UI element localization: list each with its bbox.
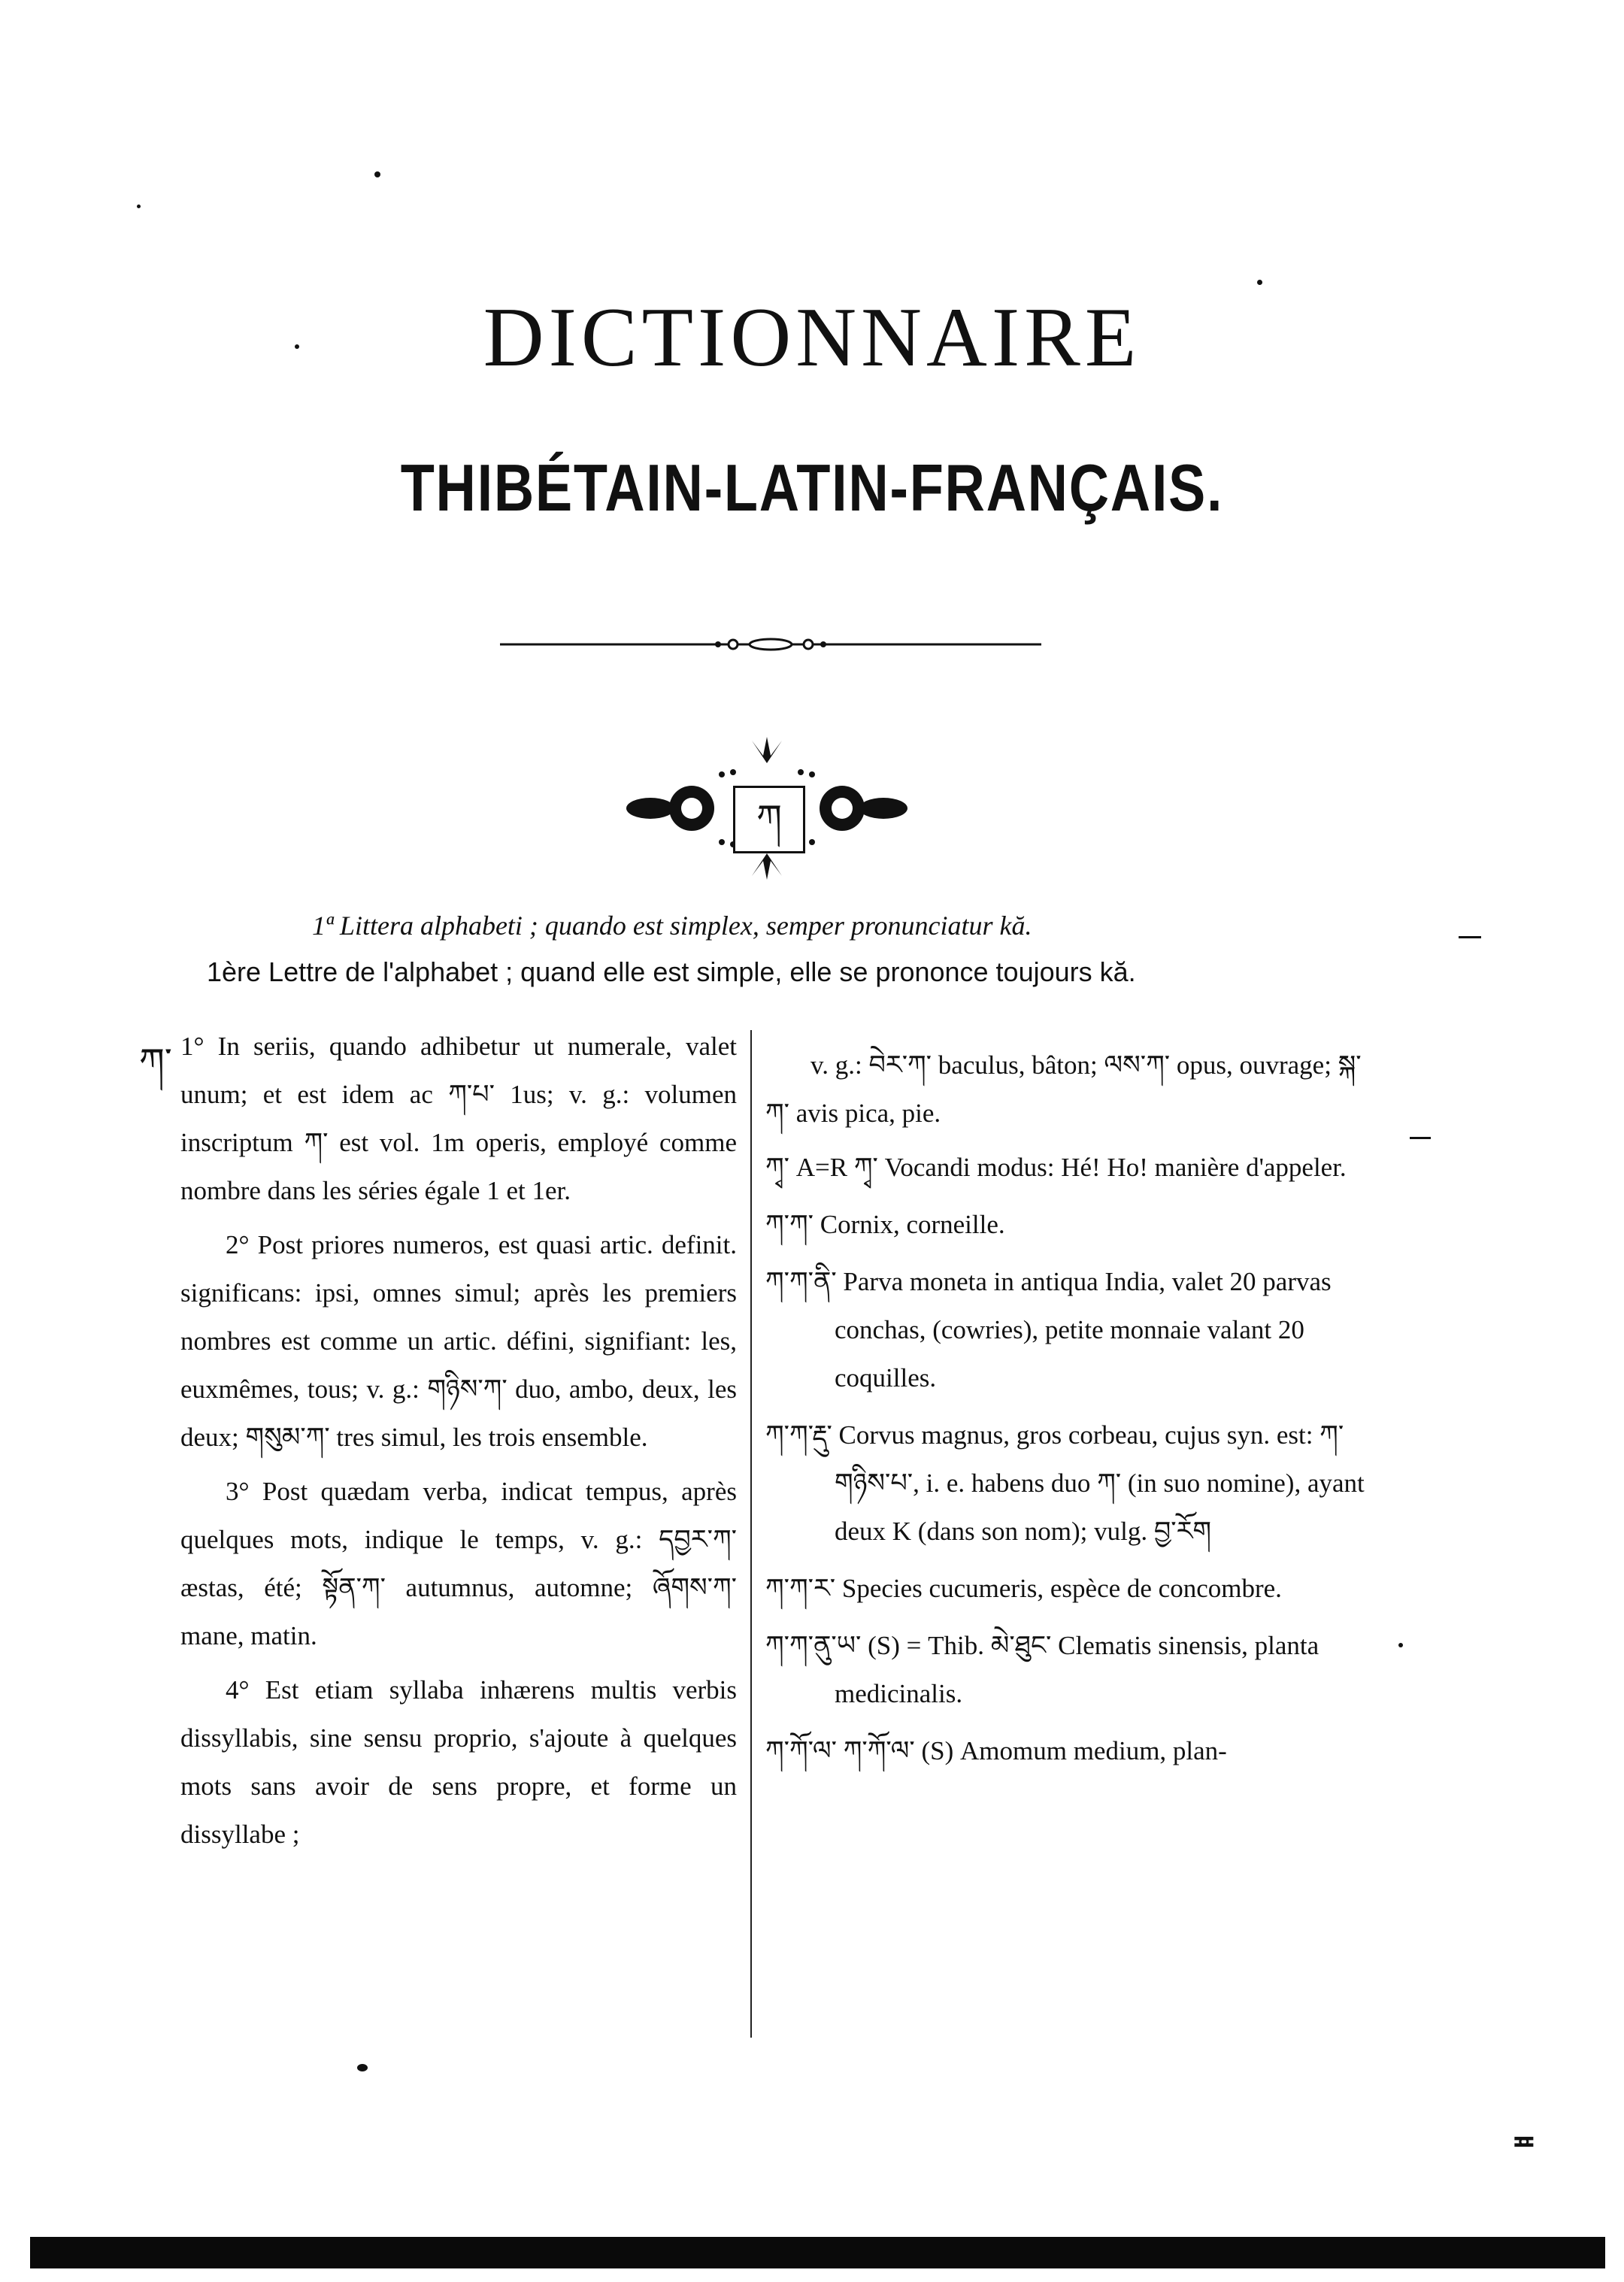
- column-divider: [750, 1030, 752, 2038]
- left-paragraph-4: 4° Est etiam syllaba inhærens multis verbis dissyllabis, sine sensu proprio, s'ajoute à quelques mots sans avoir de sens propre, et forme un dissyllabe ;: [180, 1675, 737, 1849]
- page-title: DICTIONNAIRE: [483, 291, 1141, 384]
- head-letter-box: ཀ: [733, 786, 805, 853]
- right-entry-6: ཀ་ཀ་ནུ་ཡ་ (S) = Thib. མེ་ཐུང་ Clematis sinensis, planta medicinalis.: [765, 1631, 1320, 1708]
- scan-speck: [1398, 1643, 1403, 1647]
- page-subtitle: THIBÉTAIN-LATIN-FRANÇAIS.: [400, 450, 1224, 525]
- right-entry-5: ཀ་ཀ་ར་ Species cucumeris, espèce de concombre.: [765, 1574, 1282, 1603]
- left-column: [180, 1023, 737, 1865]
- ornamental-rule: [500, 633, 1041, 656]
- right-column: [765, 1041, 1367, 1784]
- right-entry-4: ཀ་ཀ་རྡུ་ Corvus magnus, gros corbeau, cujus syn. est: ཀ་གཉིས་པ་, i. e. habens duo ཀ་ (in suo nomine), ayant deux K (dans son nom); vulg. བྱ་རོག: [765, 1420, 1365, 1546]
- right-entry-2: ཀ་ཀ་ Cornix, corneille.: [765, 1210, 1005, 1239]
- left-paragraph-2: 2° Post priores numeros, est quasi artic. definit. significans: ipsi, omnes simul; après les premiers nombres est comme un artic. défini, signifiant: les, euxmêmes, tous; v. g.: གཉིས་ཀ་ duo, ambo, deux, les deux; གསུམ་ཀ་ tres simul, les trois ensemble.: [180, 1230, 737, 1452]
- right-entry-1: ཀྭ་ A=R ཀྭ་ Vocandi modus: Hé! Ho! manière d'appeler.: [765, 1153, 1347, 1182]
- scan-speck: [1410, 1137, 1431, 1139]
- intro-latin: 1ª Littera alphabeti ; quando est simplex, semper pronunciatur kă.: [312, 911, 1032, 941]
- scan-speck: [374, 171, 380, 177]
- scan-speck: [295, 344, 299, 349]
- right-entry-0: v. g.: བེར་ཀ་ baculus, bâton; ལས་ཀ་ opus, ouvrage; སྐ་ཀ་ avis pica, pie.: [765, 1050, 1362, 1128]
- scan-bottom-border: [30, 2237, 1605, 2268]
- left-paragraph-1: 1° In seriis, quando adhibetur ut numerale, valet unum; et est idem ac ཀ་པ་ 1us; v. g.: volumen inscriptum ཀ་ est vol. 1m operis, employé comme nombre dans les séries égale 1 et 1er.: [180, 1032, 737, 1205]
- edge-mark: ≖: [1511, 2124, 1537, 2159]
- right-entry-3: ཀ་ཀ་ནི་ Parva moneta in antiqua India, valet 20 parvas conchas, (cowries), petite monnaie valant 20 coquilles.: [765, 1267, 1332, 1393]
- scan-speck: [1459, 936, 1481, 938]
- scan-speck: [357, 2064, 368, 2071]
- left-paragraph-3: 3° Post quædam verba, indicat tempus, après quelques mots, indique le temps, v. g.: དབྱར་ཀ་ æstas, été; སྟོན་ཀ་ autumnus, automne; ཞོགས་ཀ་ mane, matin.: [180, 1477, 737, 1650]
- intro-french: 1ère Lettre de l'alphabet ; quand elle est simple, elle se prononce toujours kă.: [207, 956, 1136, 987]
- scan-speck: [1257, 280, 1262, 285]
- entry-headword-glyph: ཀ་: [139, 1041, 172, 1083]
- right-entry-7: ཀ་ཀོ་ལ་ ཀ་ཀོ་ལ་ (S) Amomum medium, plan-: [765, 1736, 1227, 1765]
- scan-speck: [137, 205, 141, 208]
